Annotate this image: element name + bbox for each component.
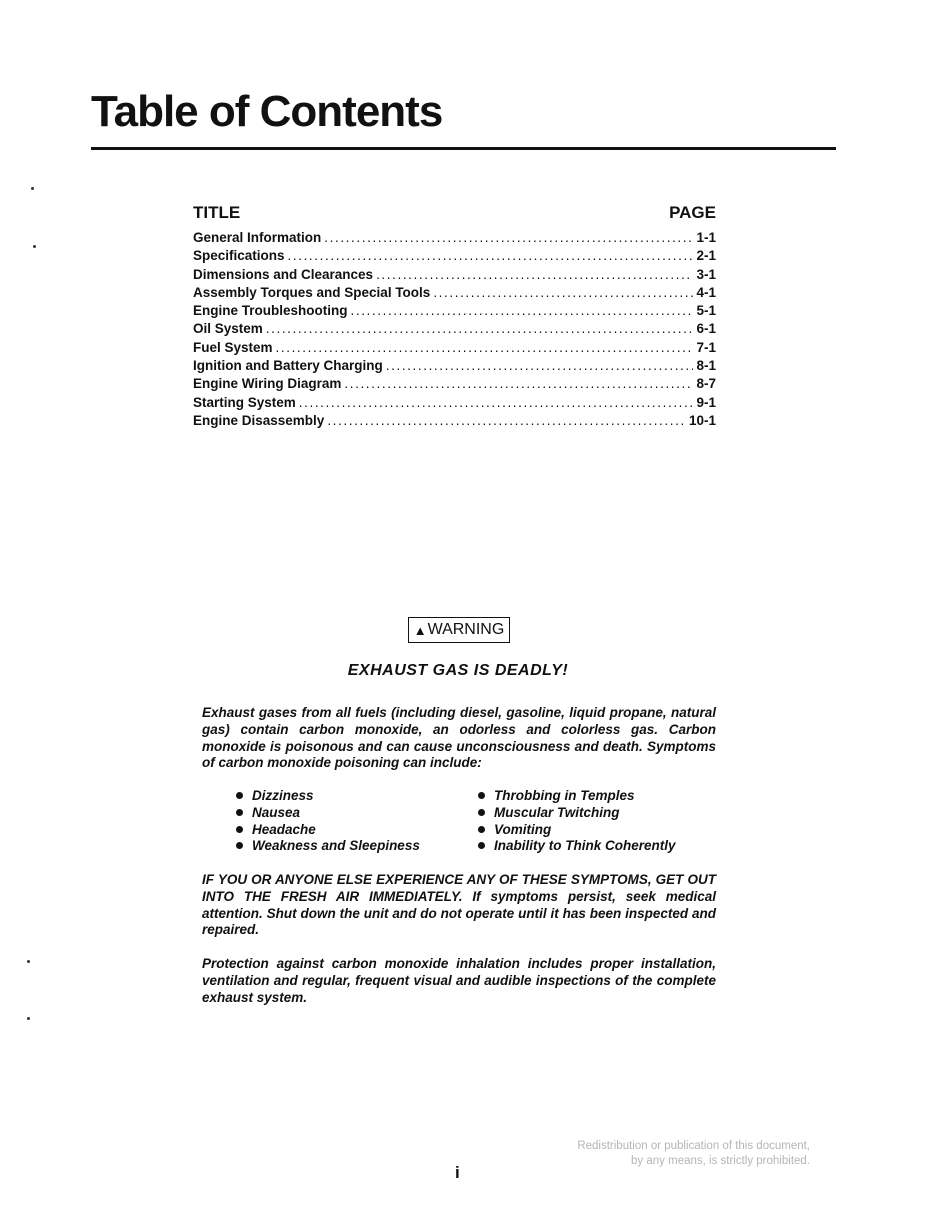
symptom-item xyxy=(478,822,696,839)
symptom-list xyxy=(236,788,696,855)
toc-entry-title: Oil System xyxy=(193,321,263,337)
dot-leader xyxy=(324,229,693,247)
warning-heading: EXHAUST GAS IS DEADLY! xyxy=(347,662,569,679)
bullet-icon xyxy=(236,792,243,799)
toc-entry-page: 3-1 xyxy=(696,266,716,282)
bullet-icon xyxy=(236,809,243,816)
toc-entry-page: 10-1 xyxy=(688,412,716,428)
toc-entry xyxy=(193,412,716,430)
toc-entry-title: Fuel System xyxy=(193,339,273,355)
title-divider xyxy=(91,147,836,150)
bullet-icon xyxy=(236,826,243,833)
table-of-contents xyxy=(193,202,716,430)
bullet-icon xyxy=(478,792,485,799)
dot-leader xyxy=(386,357,694,375)
symptom-label: Throbbing in Temples xyxy=(494,788,635,803)
toc-entry-title: Dimensions and Clearances xyxy=(193,266,374,282)
toc-entry-title: Starting System xyxy=(193,394,296,410)
symptom-item xyxy=(236,805,478,822)
warning-badge-label: WARNING xyxy=(427,621,505,638)
toc-entry xyxy=(193,247,716,265)
toc-entry-page: 1-1 xyxy=(696,230,716,245)
bullet-icon xyxy=(236,842,243,849)
toc-entry-page: 6-1 xyxy=(696,321,716,337)
dot-leader xyxy=(351,302,694,320)
notice-line: by any means, is strictly prohibited. xyxy=(631,1155,810,1167)
toc-entry-title: Ignition and Battery Charging xyxy=(193,358,383,374)
symptom-label: Nausea xyxy=(252,804,301,820)
scan-speck xyxy=(27,960,30,963)
toc-entry-title: General Information xyxy=(193,230,322,245)
warning-intro-paragraph: Exhaust gases from all fuels (including diesel, gasoline, liquid propane, natural gas) contain carbon monoxide, an odorless and colorless gas. Carbon monoxide is poisonous and can cause unconsciousness and death. Symptoms of carbon monoxide poisoning can include: xyxy=(202,705,716,771)
symptom-label: Muscular Twitching xyxy=(494,804,620,820)
scan-speck xyxy=(33,245,36,248)
toc-entry xyxy=(193,394,716,412)
symptom-item xyxy=(236,788,478,805)
dot-leader xyxy=(266,320,694,338)
toc-entry-title: Engine Wiring Diagram xyxy=(193,376,342,392)
bullet-icon xyxy=(478,809,485,816)
dot-leader xyxy=(344,375,693,393)
dot-leader xyxy=(327,412,686,430)
dot-leader xyxy=(376,266,693,284)
toc-entry-page: 8-7 xyxy=(696,376,716,392)
symptom-label: Vomiting xyxy=(494,821,552,837)
toc-entry-page: 2-1 xyxy=(696,248,716,264)
scan-speck xyxy=(27,1017,30,1020)
notice-line: Redistribution or publication of this document, xyxy=(577,1140,810,1152)
toc-entry-title: Specifications xyxy=(193,248,285,264)
toc-entry-page: 8-1 xyxy=(696,358,716,374)
toc-entry xyxy=(193,284,716,302)
dot-leader xyxy=(299,394,694,412)
toc-entry-page: 5-1 xyxy=(696,303,716,319)
toc-entry xyxy=(193,339,716,357)
toc-entry xyxy=(193,375,716,393)
warning-triangle-icon: ▲ xyxy=(413,622,427,638)
toc-page-column-header: PAGE xyxy=(669,203,716,222)
toc-header xyxy=(193,202,716,224)
toc-entry-page: 9-1 xyxy=(696,394,716,410)
symptom-label: Headache xyxy=(252,821,316,837)
dot-leader xyxy=(276,339,694,357)
symptom-item xyxy=(236,822,478,839)
toc-entry xyxy=(193,357,716,375)
symptom-label: Inability to Think Coherently xyxy=(494,838,676,854)
toc-entry-title: Assembly Torques and Special Tools xyxy=(193,284,431,300)
bullet-icon xyxy=(478,826,485,833)
dot-leader xyxy=(433,284,693,302)
page-title: Table of Contents xyxy=(91,87,443,136)
scan-speck xyxy=(31,187,34,190)
protection-paragraph: Protection against carbon monoxide inhalation includes proper installation, ventilation and regular, frequent visual and audible inspections of the complete exhaust system. xyxy=(202,956,716,1005)
toc-entry-title: Engine Troubleshooting xyxy=(193,303,348,319)
emergency-instructions: IF YOU OR ANYONE ELSE EXPERIENCE ANY OF THESE SYMPTOMS, GET OUT INTO THE FRESH AIR IMMEDIATELY. If symptoms persist, seek medical attention. Shut down the unit and do not operate until it has been inspected and repaired. xyxy=(202,872,716,938)
bullet-icon xyxy=(478,842,485,849)
symptom-item xyxy=(478,805,696,822)
toc-entry xyxy=(193,320,716,338)
page-number: i xyxy=(455,1163,460,1182)
symptom-label: Dizziness xyxy=(252,788,314,803)
toc-title-column-header: TITLE xyxy=(193,203,241,222)
toc-entry-page: 7-1 xyxy=(696,339,716,355)
symptom-item xyxy=(236,838,478,855)
symptom-item xyxy=(478,838,696,855)
toc-entry xyxy=(193,266,716,284)
redistribution-notice xyxy=(560,1139,810,1169)
toc-entry xyxy=(193,229,716,247)
dot-leader xyxy=(288,247,694,265)
symptom-label: Weakness and Sleepiness xyxy=(252,838,420,854)
toc-entry-page: 4-1 xyxy=(696,284,716,300)
toc-entry xyxy=(193,302,716,320)
warning-badge xyxy=(408,617,510,643)
toc-entry-title: Engine Disassembly xyxy=(193,412,325,428)
symptom-item xyxy=(478,788,696,805)
